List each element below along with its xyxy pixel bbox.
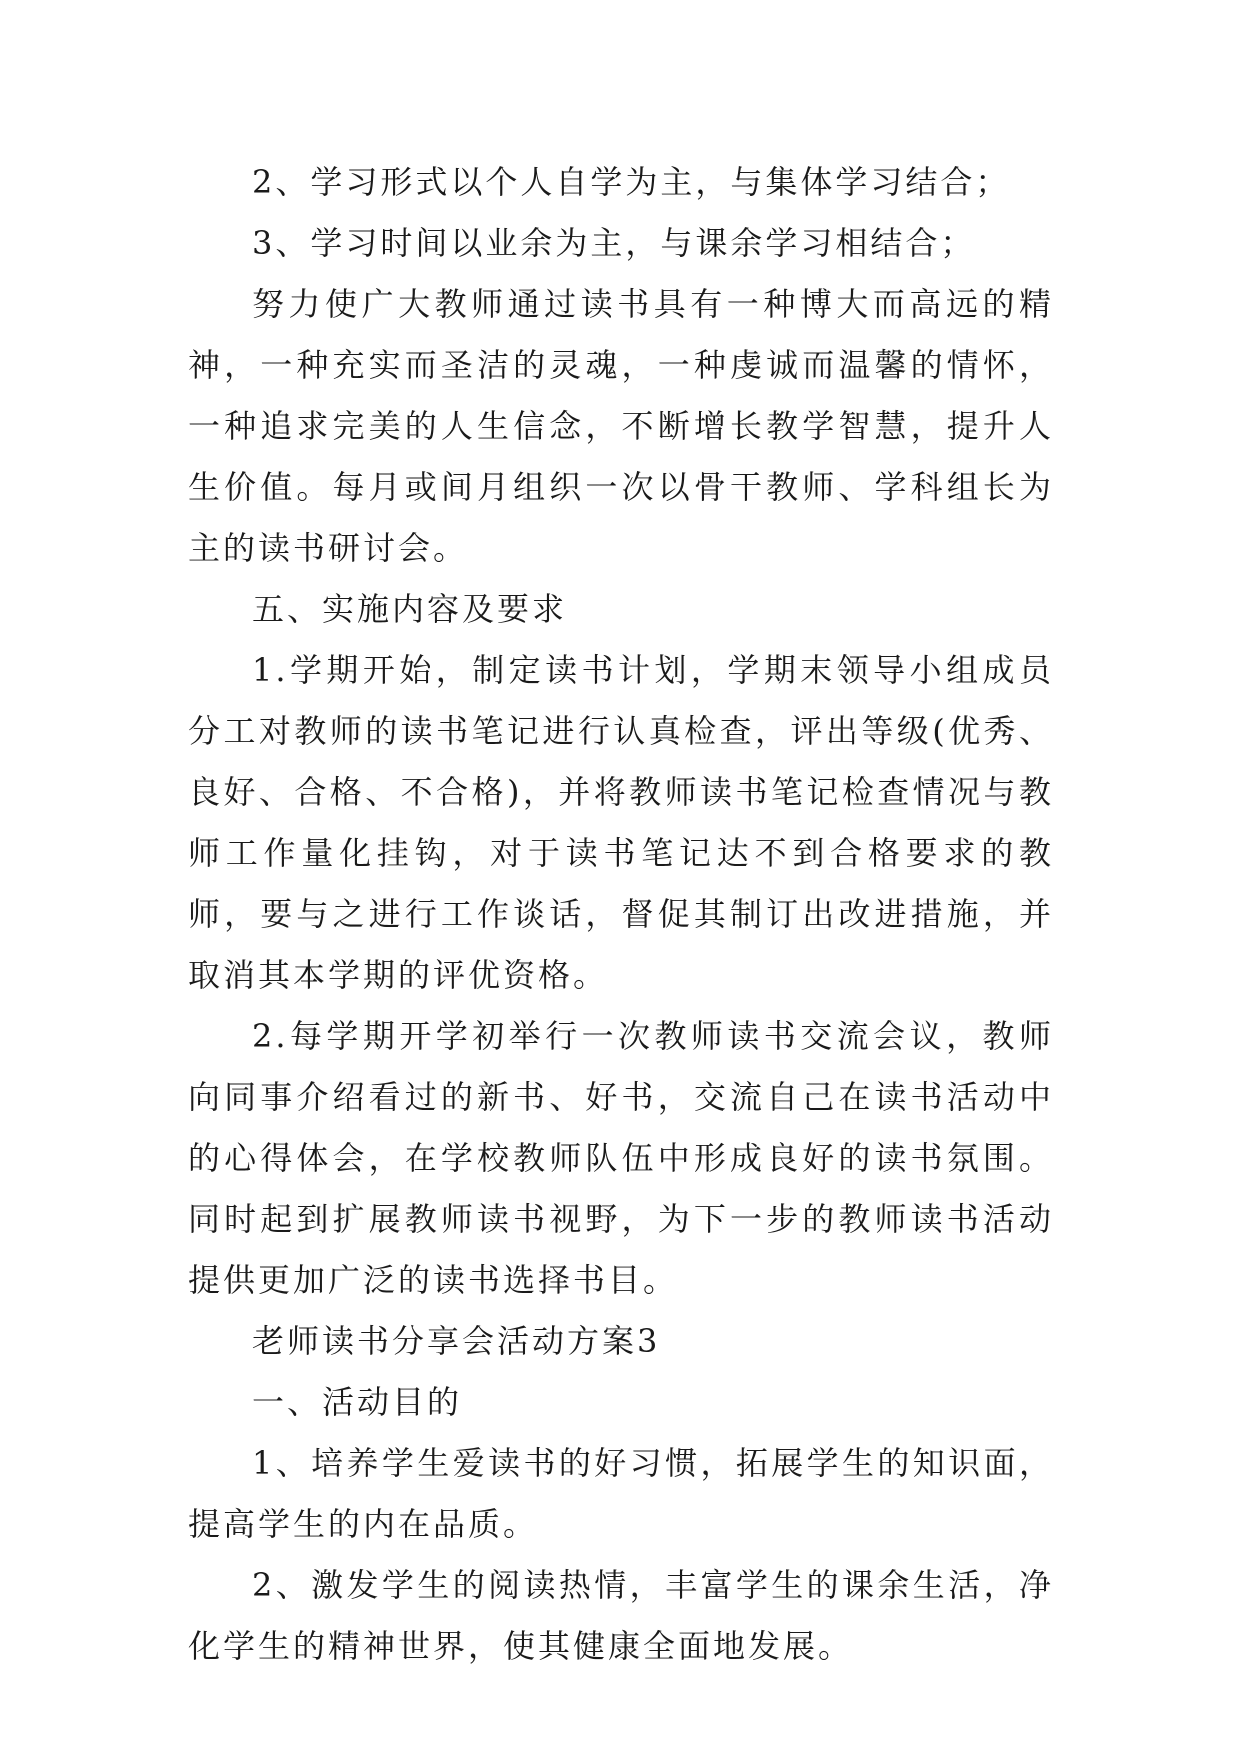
paragraph-purpose-2: 2、激发学生的阅读热情，丰富学生的课余生活，净化学生的精神世界，使其健康全面地发展。 [188, 1566, 1054, 1665]
paragraph-study-form: 2、学习形式以个人自学为主，与集体学习结合； [252, 163, 1011, 201]
paragraph-purpose-1: 1、培养学生爱读书的好习惯，拓展学生的知识面，提高学生的内在品质。 [188, 1444, 1054, 1543]
paragraph-study-time: 3、学习时间以业余为主，与课余学习相结合； [252, 224, 976, 262]
section-title-plan-3: 老师读书分享会活动方案3 [252, 1322, 661, 1360]
section-heading-purpose: 一、活动目的 [252, 1383, 463, 1421]
paragraph-exchange-meeting: 2.每学期开学初举行一次教师读书交流会议，教师向同事介绍看过的新书、好书，交流自己在读书活动中的心得体会，在学校教师队伍中形成良好的读书氛围。同时起到扩展教师读书视野，为下一步的教师读书活动提供更加广泛的读书选择书目。 [188, 1017, 1054, 1299]
document-body [188, 152, 1054, 1677]
section-heading-implementation: 五、实施内容及要求 [252, 590, 568, 628]
paragraph-reading-goal: 努力使广大教师通过读书具有一种博大而高远的精神，一种充实而圣洁的灵魂，一种虔诚而温馨的情怀，一种追求完美的人生信念，不断增长教学智慧，提升人生价值。每月或间月组织一次以骨干教师、学科组长为主的读书研讨会。 [188, 285, 1054, 567]
paragraph-reading-plan: 1.学期开始，制定读书计划，学期末领导小组成员分工对教师的读书笔记进行认真检查，评出等级(优秀、良好、合格、不合格)，并将教师读书笔记检查情况与教师工作量化挂钩，对于读书笔记达不到合格要求的教师，要与之进行工作谈话，督促其制订出改进措施，并取消其本学期的评优资格。 [188, 651, 1054, 994]
